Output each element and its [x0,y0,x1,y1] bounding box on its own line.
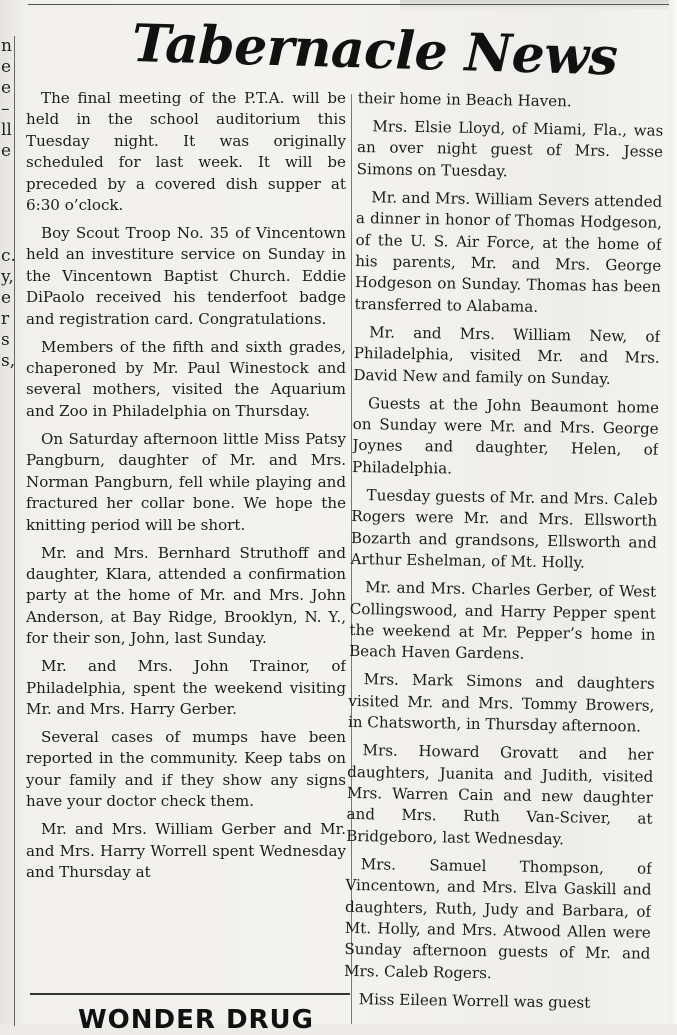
news-item: Miss Eileen Worrell was guest [358,989,591,1012]
column2-continuation: their home in Beach Haven. [357,88,572,111]
fragment-text: r [1,309,10,329]
news-item: Mr. and Mrs. William New, of Philadelphia, visited Mr. and Mrs. David New and family on Sunday. [353,323,661,388]
news-item: Tuesday guests of Mr. and Mrs. Caleb Rogers were Mr. and Mrs. Ellsworth Bozarth and grandsons, Ellsworth and Arthur Eshelman, of Mt. Holly. [350,486,658,572]
fragment-text: – [1,99,10,119]
news-item: Boy Scout Troop No. 35 of Vincentown held an investiture service on Sunday in the Vincentown Baptist Church. Eddie DiPaolo received his tenderfoot badge and registration card. Congratulations. [26,224,346,328]
fragment-text: s, [1,351,16,371]
next-article-headline: WONDER DRUG [78,1005,315,1035]
news-column-2 [343,88,664,1029]
news-item: Mr. and Mrs. John Trainor, of Philadelphia, spent the weekend visiting Mr. and Mrs. Harry Gerber. [26,657,346,718]
adjacent-column-fragment [0,36,16,1026]
news-column-1 [26,88,346,988]
fragment-text: ll [1,120,12,140]
fragment-text: e [1,78,12,98]
news-item: Mrs. Elsie Lloyd, of Miami, Fla., was an over night guest of Mrs. Jesse Simons on Tuesday. [356,117,664,181]
fragment-text: c. [1,246,16,266]
news-item: On Saturday afternoon little Miss Patsy Pangburn, daughter of Mr. and Mrs. Norman Pangburn, fell while playing and fractured her collar bone. We hope the knitting period will be short. [26,429,346,534]
fragment-text: y, [1,267,14,287]
news-item: Guests at the John Beaumont home on Sunday were Mr. and Mrs. George Joynes and daughter, Helen, of Philadelphia. [351,393,660,478]
page-edge [669,0,677,1024]
news-item: Mr. and Mrs. Bernhard Struthoff and daughter, Klara, attended a confirmation party at the home of Mr. and Mrs. John Anderson, at Bay Ridge, Brooklyn, N. Y., for their son, John, last Sunday. [26,543,346,648]
news-item: Mrs. Mark Simons and daughters visited Mr. and Mrs. Tommy Browers, in Chatsworth, in Thursday afternoon. [347,670,655,736]
news-item: Mr. and Mrs. Charles Gerber, of West Collingswood, and Harry Pepper spent the weekend at Mr. Pepper’s home in Beach Haven Gardens. [349,578,657,663]
news-item: The final meeting of the P.T.A. will be held in the school auditorium this Tuesday night. It was originally scheduled for last week. It will be preceded by a covered dish supper at 6:30 o’clock. [26,89,346,215]
page-fold [400,0,677,10]
section-rule [30,993,350,995]
news-item: Mr. and Mrs. William Severs attended a dinner in honor of Thomas Hodgeson, of the U. S. Air Force, at the home of his parents, Mr. and Mrs. George Hodgeson on Sunday. Thomas has been transferred to Alabama. [354,188,663,316]
masthead-title: Tabernacle News [131,13,619,88]
news-item: Members of the fifth and sixth grades, chaperoned by Mr. Paul Winestock and several mothers, visited the Aquarium and Zoo in Philadelphia on Thursday. [26,337,346,420]
news-item: Mrs. Howard Grovatt and her daughters, Juanita and Judith, visited Mrs. Warren Cain and new daughter and Mrs. Ruth Van-Sciver, at Bridgeboro, last Wednesday. [346,741,654,849]
news-item: Mr. and Mrs. William Gerber and Mr. and Mrs. Harry Worrell spent Wednesday and Thursday at [26,820,346,881]
adjacent-column-border [14,36,15,1026]
top-rule [28,4,676,5]
fragment-text: n [1,36,12,56]
fragment-text: e [1,288,12,308]
fragment-text: e [1,57,12,77]
news-item: Several cases of mumps have been reported in the community. Keep tabs on your family and if they show any signs have your doctor check them. [26,727,346,811]
fragment-text: e [1,141,12,161]
news-item: Mrs. Samuel Thompson, of Vincentown, and Mrs. Elva Gaskill and daughters, Ruth, Judy and Barbara, of Mt. Holly, and Mrs. Atwood Allen were Sunday afternoon guests of Mr. and Mrs. Caleb Rogers. [343,854,652,982]
fragment-text: s [1,330,10,350]
